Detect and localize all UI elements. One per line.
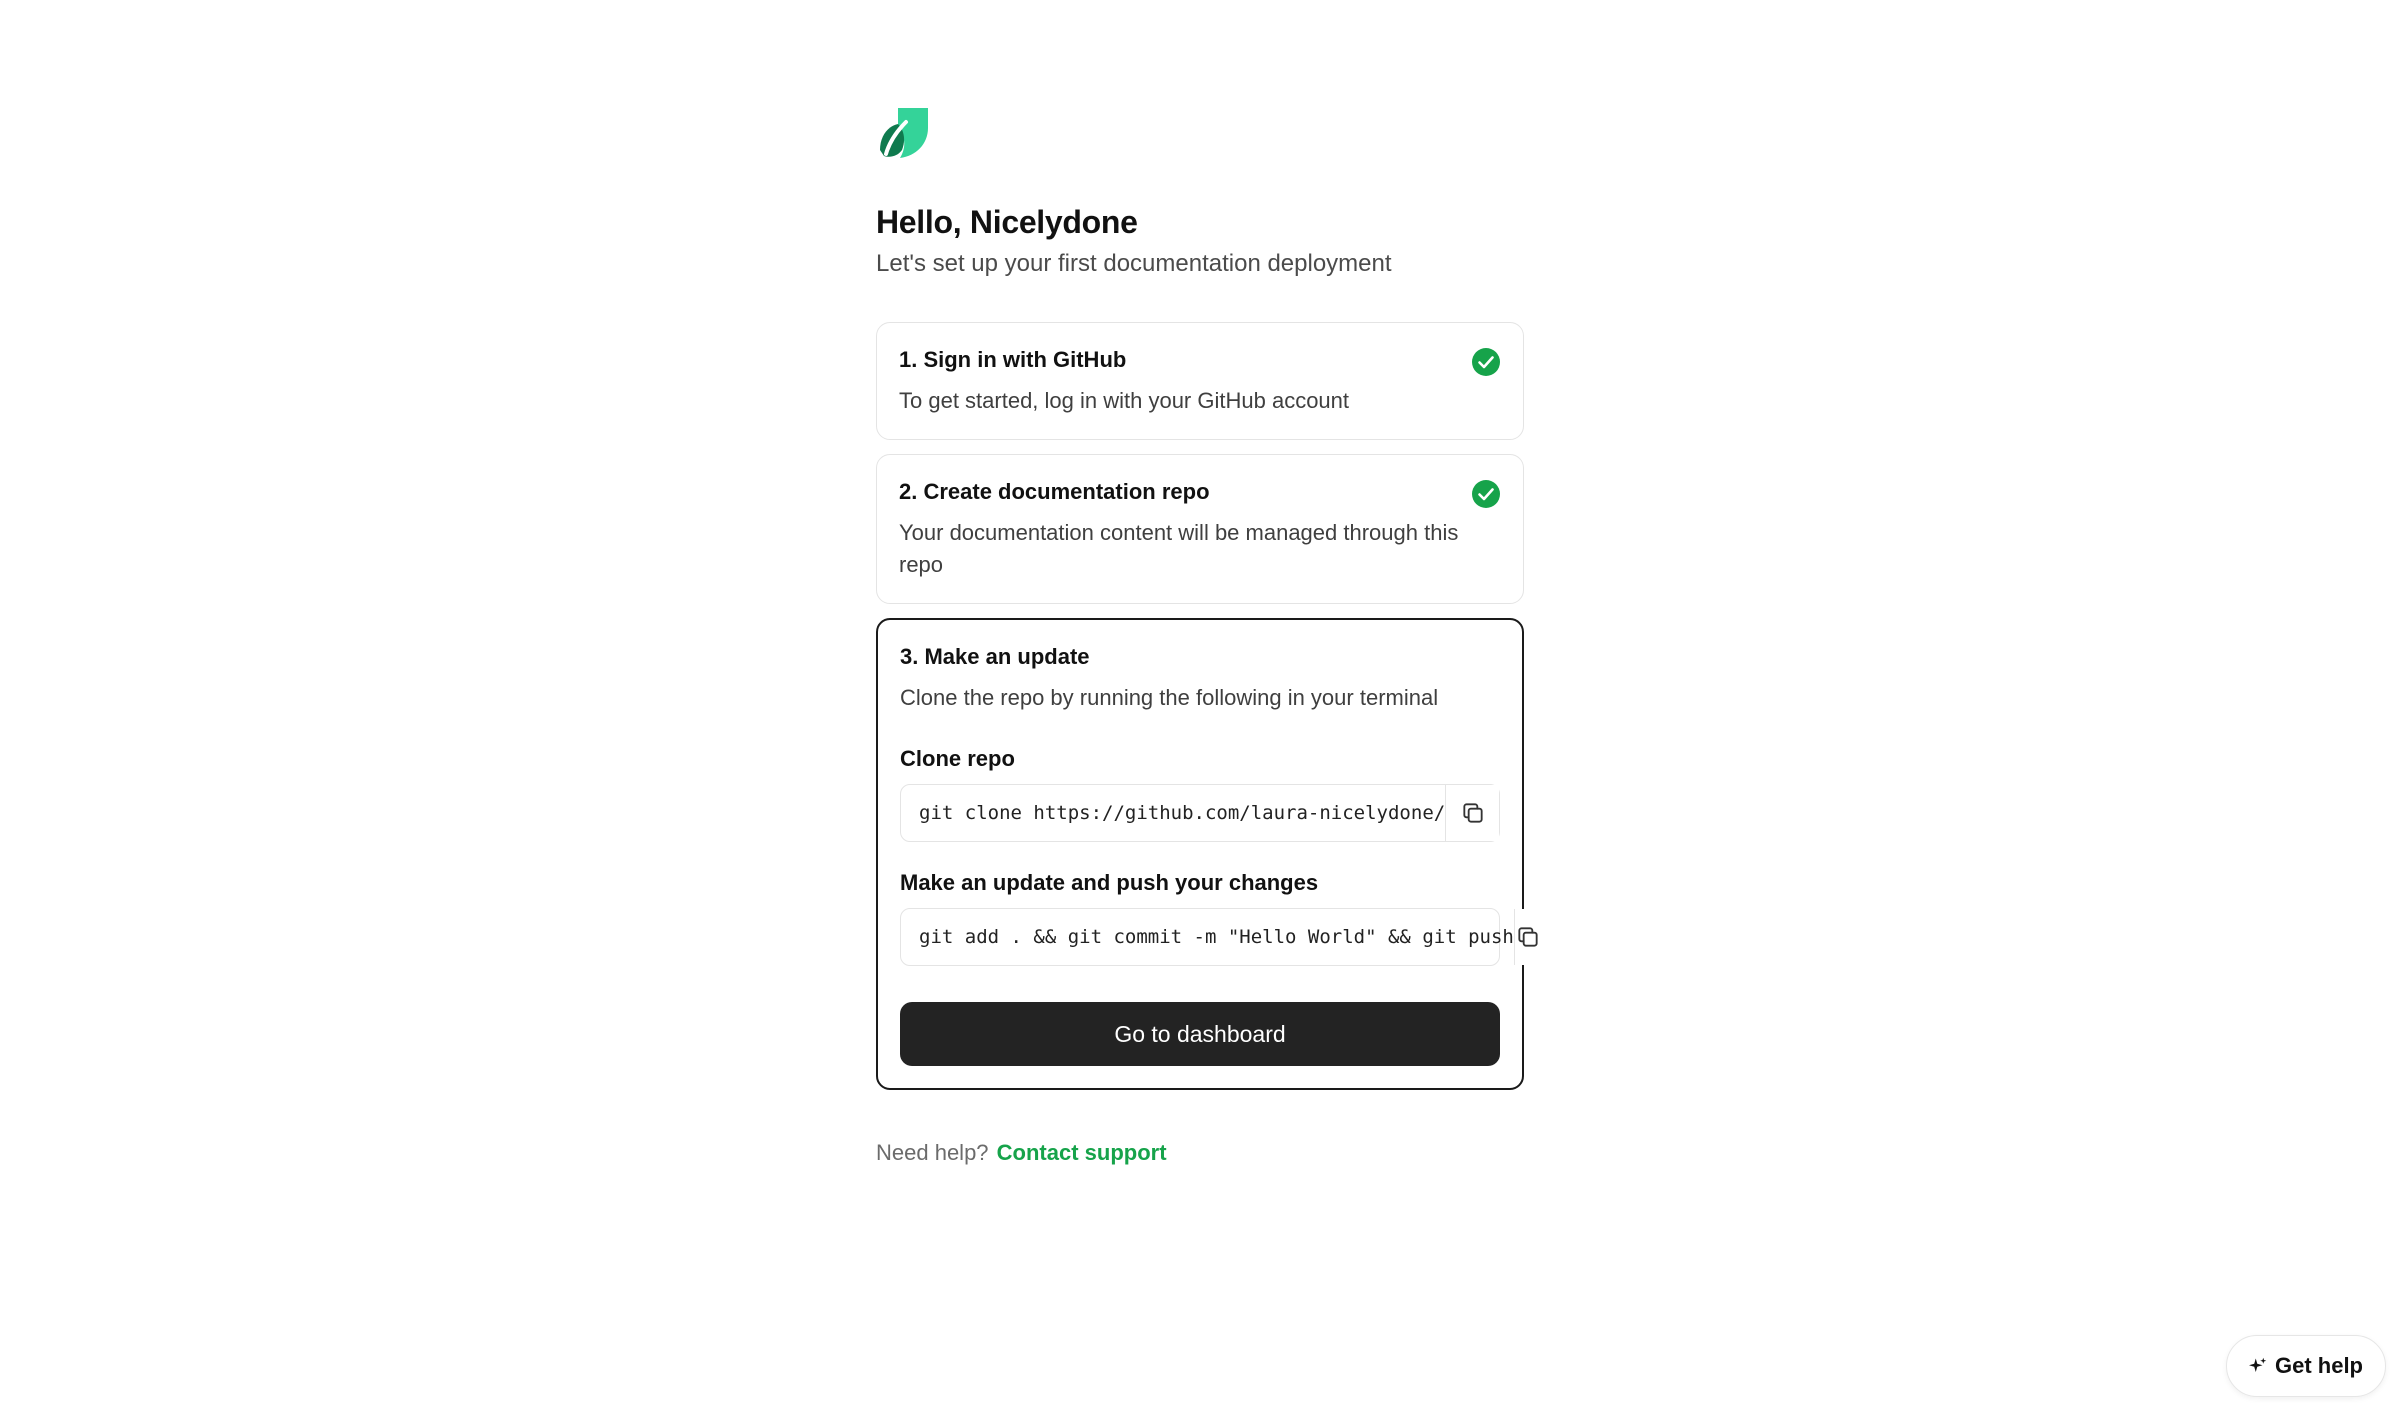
get-help-label: Get help — [2274, 1353, 2363, 1378]
push-command-box — [900, 908, 1514, 966]
step-card-sign-in — [876, 322, 1524, 440]
push-changes-label: Make an update and push your changes — [900, 870, 1319, 895]
step-title: 1. Sign in with GitHub — [899, 347, 1127, 372]
get-help-button[interactable] — [2226, 1335, 2386, 1397]
copy-icon — [1515, 924, 1541, 950]
clone-command-text[interactable]: git clone https://github.com/laura-nicelydone/ — [919, 802, 1446, 824]
step-card-create-repo — [876, 454, 1524, 604]
copy-clone-button[interactable] — [1445, 785, 1499, 841]
clone-command-box — [900, 784, 1500, 842]
step-description: Your documentation content will be managed through this repo — [899, 520, 1459, 577]
help-text: Need help? — [876, 1140, 989, 1165]
step-title: 3. Make an update — [900, 644, 1090, 669]
step-description: To get started, log in with your GitHub account — [899, 388, 1350, 413]
step-title: 2. Create documentation repo — [899, 479, 1210, 504]
sparkle-icon — [2249, 1357, 2267, 1375]
step-card-make-update — [876, 618, 1524, 1090]
step-description: Clone the repo by running the following in your terminal — [900, 685, 1439, 710]
clone-repo-label: Clone repo — [900, 746, 1015, 771]
check-circle-icon — [1471, 347, 1501, 377]
page-title: Hello, Nicelydone — [876, 204, 1138, 240]
copy-icon — [1460, 800, 1486, 826]
leaf-logo-icon — [876, 106, 930, 160]
page-subtitle: Let's set up your first documentation deployment — [876, 250, 1392, 277]
push-command-text[interactable]: git add . && git commit -m "Hello World" && git push — [919, 926, 1514, 948]
onboarding-container — [876, 106, 1524, 1168]
check-circle-icon — [1471, 479, 1501, 509]
go-to-dashboard-button[interactable]: Go to dashboard — [900, 1002, 1500, 1066]
contact-support-link[interactable]: Contact support — [996, 1140, 1167, 1165]
steps-list — [876, 322, 1524, 1090]
help-footer — [876, 1138, 1524, 1168]
copy-push-button[interactable] — [1514, 909, 1541, 965]
